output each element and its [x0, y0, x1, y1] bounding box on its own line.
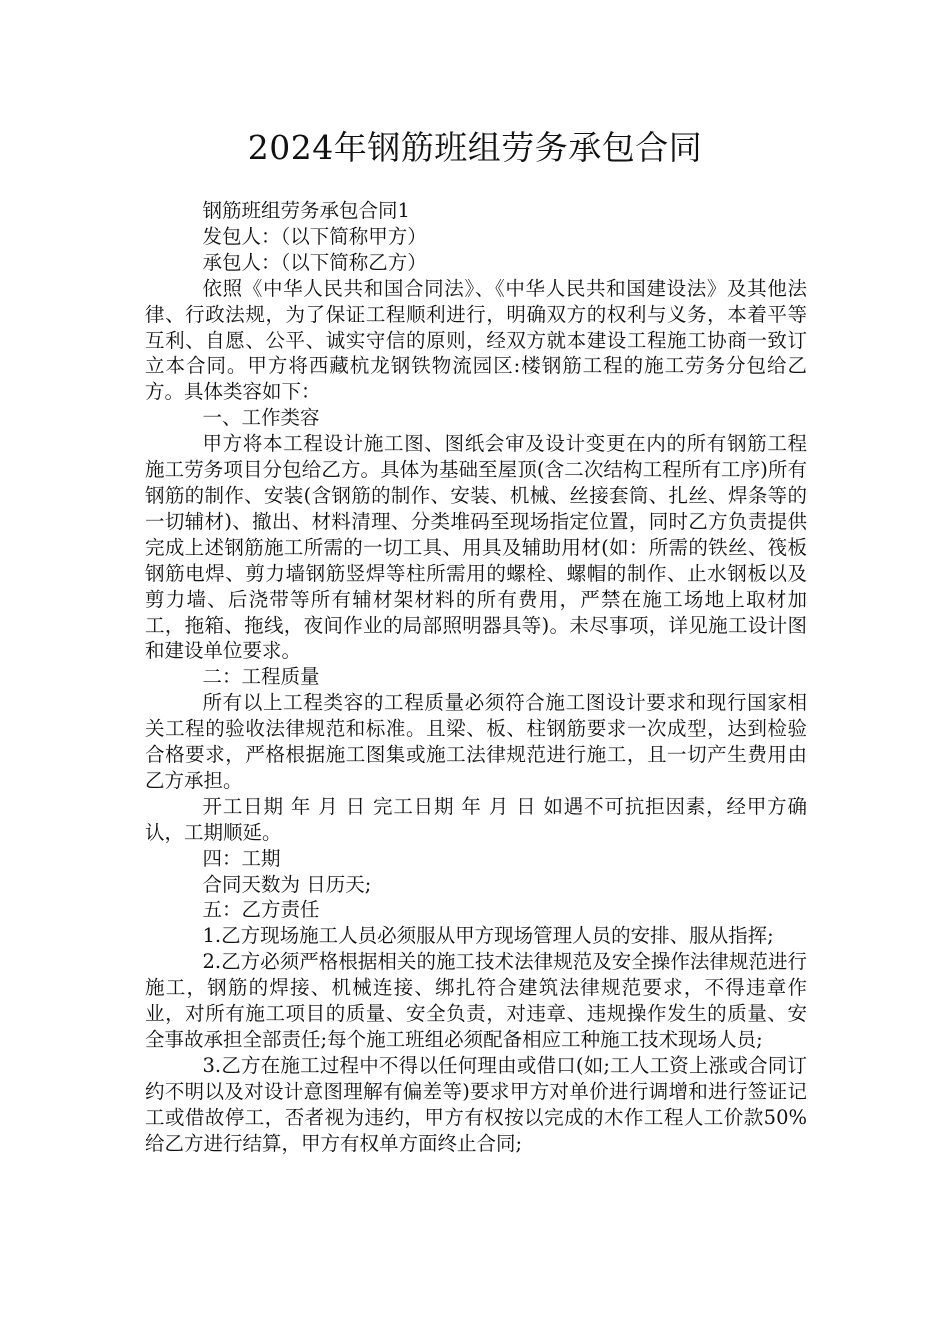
paragraph-preamble: 依照《中华人民共和国合同法》、《中华人民共和国建设法》及其他法律、行政法规，为了保证工程顺利进行，明确双方的权利与义务，本着平等互利、自愿、公平、诚实守信的原则，经双方就本建设工程施工协商一致订立本合同。甲方将西藏杭龙钢铁物流园区:楼钢筋工程的施工劳务分包给乙方。具体类容如下： — [145, 276, 807, 404]
section-heading-quality: 二：工程质量 — [202, 665, 320, 689]
paragraph-duty-1: 1.乙方现场施工人员必须服从甲方现场管理人员的安排、服从指挥; — [202, 924, 774, 948]
document-title: 2024年钢筋班组劳务承包合同 — [247, 128, 703, 167]
paragraph-duty-2: 2.乙方必须严格根据相关的施工技术法律规范及安全操作法律规范进行施工，钢筋的焊接、机械连接、绑扎符合建筑法律规范要求，不得违章作业，对所有施工项目的质量、安全负责，对违章、违规操作发生的质量、安全事故承担全部责任;每个施工班组必须配备相应工种施工技术现场人员; — [145, 950, 807, 1051]
document-body — [145, 198, 807, 1157]
paragraph-work-scope: 甲方将本工程设计施工图、图纸会审及设计变更在内的所有钢筋工程施工劳务项目分包给乙方。具体为基础至屋顶(含二次结构工程所有工序)所有钢筋的制作、安装(含钢筋的制作、安装、机械、丝接套筒、扎丝、焊条等的一切辅材)、撤出、材料清理、分类堆码至现场指定位置，同时乙方负责提供完成上述钢筋施工所需的一切工具、用具及辅助用材(如：所需的铁丝、筏板钢筋电焊、剪力墙钢筋竖焊等柱所需用的螺栓、螺帽的制作、止水钢板以及剪力墙、后浇带等所有辅材架材料的所有费用，严禁在施工场地上取材加工，拖箱、拖线，夜间作业的局部照明器具等)。未尽事项，详见施工设计图和建设单位要求。 — [145, 432, 807, 663]
paragraph-contract-heading: 钢筋班组劳务承包合同1 — [202, 199, 410, 222]
section-heading-duration: 四：工期 — [202, 846, 281, 870]
paragraph-duration: 合同天数为 日历天; — [202, 872, 372, 896]
paragraph-contractor: 承包人：（以下简称乙方） — [202, 250, 427, 274]
paragraph-employer: 发包人：（以下简称甲方） — [202, 224, 427, 248]
paragraph-schedule-dates: 开工日期 年 月 日 完工日期 年 月 日 如遇不可抗拒因素，经甲方确认，工期顺延。 — [145, 794, 807, 844]
section-heading-contractor-duties: 五：乙方责任 — [202, 898, 320, 922]
section-heading-work-scope: 一、工作类容 — [202, 406, 320, 430]
paragraph-quality: 所有以上工程类容的工程质量必须符合施工图设计要求和现行国家相关工程的验收法律规范和标准。且梁、板、柱钢筋要求一次成型，达到检验合格要求，严格根据施工图集或施工法律规范进行施工，且一切产生费用由乙方承担。 — [145, 691, 807, 792]
paragraph-duty-3: 3.乙方在施工过程中不得以任何理由或借口(如;工人工资上涨或合同订约不明以及对设计意图理解有偏差等)要求甲方对单价进行调增和进行签证记工或借故停工，否者视为违约，甲方有权按以完成的木作工程人工价款50%给乙方进行结算，甲方有权单方面终止合同; — [145, 1053, 807, 1155]
